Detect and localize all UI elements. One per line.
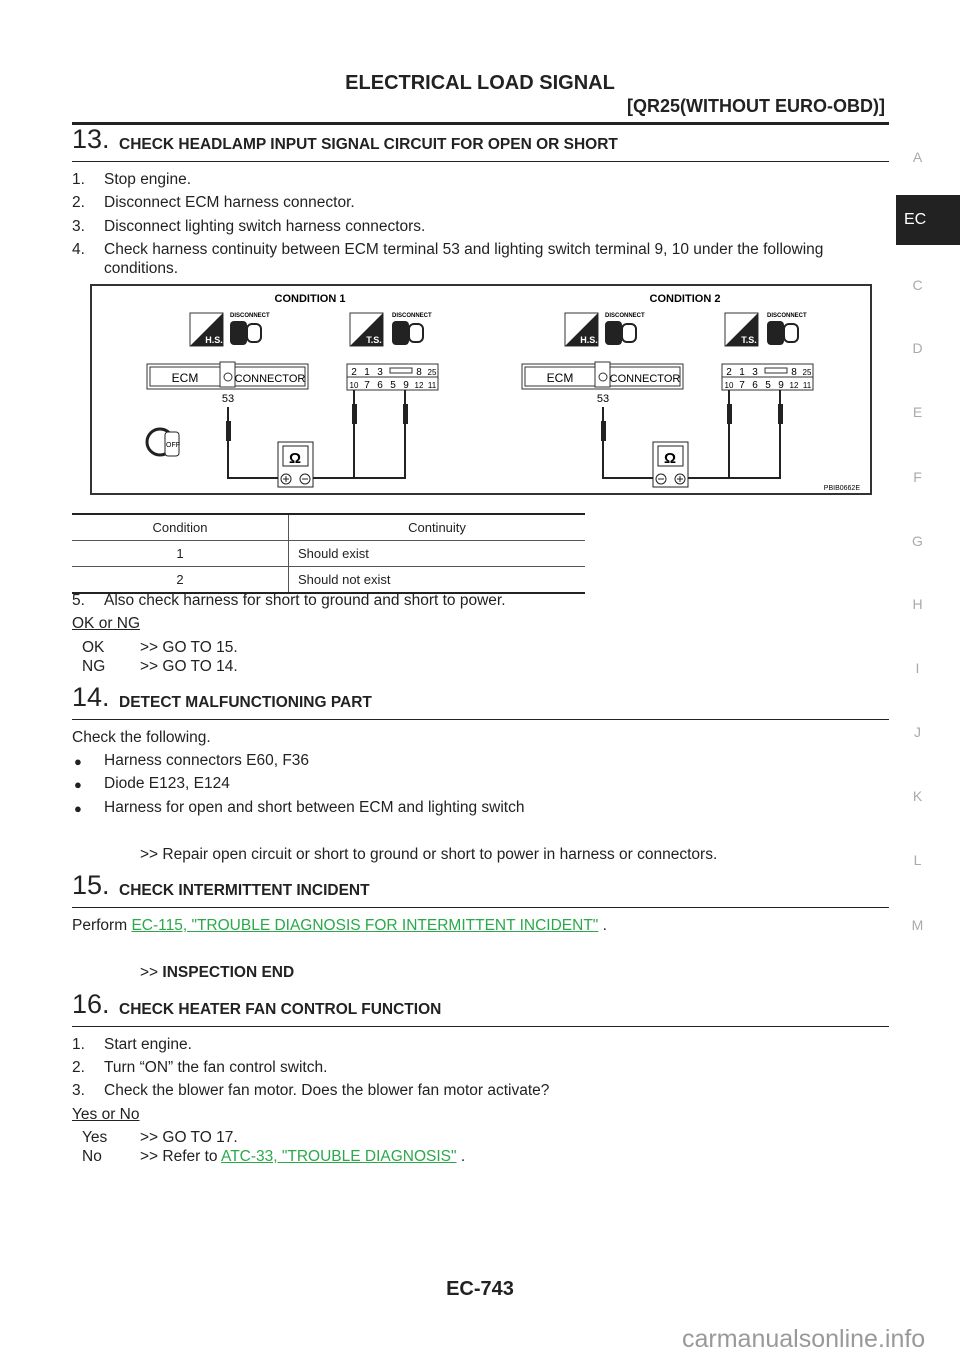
- list-item: Stop engine.: [104, 171, 192, 188]
- list-item: Check the blower fan motor. Does the blower fan motor activate?: [104, 1082, 550, 1099]
- disconnect-icon: [230, 321, 261, 345]
- svg-text:H.S.: H.S.: [580, 335, 598, 345]
- no-result: [140, 1148, 465, 1166]
- step-heading: CHECK HEADLAMP INPUT SIGNAL CIRCUIT FOR OPEN OR SHORT: [119, 136, 618, 153]
- disconnect-label: DISCONNECT: [392, 313, 432, 319]
- no-label: No: [82, 1148, 102, 1165]
- table-row: 2 Should not exist: [72, 567, 585, 594]
- svg-text:ECM: ECM: [171, 371, 199, 385]
- ohmmeter-icon: [278, 442, 313, 487]
- hs-icon: [565, 313, 598, 346]
- svg-text:CONNECTOR: CONNECTOR: [609, 373, 681, 385]
- side-tab-i[interactable]: I: [915, 660, 920, 676]
- list-number: 4.: [72, 241, 85, 258]
- svg-text:ECM: ECM: [546, 371, 574, 385]
- page-title: ELECTRICAL LOAD SIGNAL: [345, 72, 615, 94]
- svg-text:25: 25: [802, 368, 812, 377]
- wiring-diagram: [90, 284, 872, 495]
- page-number: EC-743: [446, 1278, 514, 1300]
- svg-text:8: 8: [791, 367, 797, 378]
- list-number: 5.: [72, 592, 85, 609]
- list-number: 2.: [72, 1059, 85, 1076]
- ng-label: NG: [82, 658, 106, 675]
- ecm-connector: [147, 362, 308, 389]
- condition-label: CONDITION 1: [274, 293, 346, 305]
- svg-text:T.S.: T.S.: [366, 335, 382, 345]
- lighting-switch-connector: [722, 364, 813, 391]
- svg-text:8: 8: [416, 367, 422, 378]
- figure-code: PBIB0662E: [823, 485, 860, 492]
- side-tab-h[interactable]: H: [912, 596, 923, 612]
- side-tab-f[interactable]: F: [913, 469, 922, 485]
- svg-text:2: 2: [351, 367, 357, 378]
- list-item: Start engine.: [104, 1036, 192, 1053]
- side-tab-d[interactable]: D: [912, 340, 923, 356]
- side-tab-m[interactable]: M: [911, 917, 924, 933]
- svg-text:6: 6: [377, 380, 383, 391]
- bullet-icon: ●: [74, 777, 82, 792]
- step-rule: [72, 719, 889, 720]
- list-item: Also check harness for short to ground and short to power.: [104, 592, 506, 609]
- svg-text:1: 1: [364, 367, 370, 378]
- watermark: carmanualsonline.info: [682, 1325, 926, 1353]
- list-item: Turn “ON” the fan control switch.: [104, 1059, 328, 1076]
- continuity-table: [72, 513, 585, 594]
- svg-text:12: 12: [414, 381, 424, 390]
- step-rule: [72, 161, 889, 162]
- ng-result: >> GO TO 14.: [140, 658, 238, 675]
- svg-text:Ω: Ω: [663, 450, 677, 467]
- svg-text:CONNECTOR: CONNECTOR: [234, 373, 306, 385]
- list-item: Check harness continuity between ECM terminal 53 and lighting switch terminal 9, 10 under the following: [104, 241, 824, 258]
- terminal-label: 53: [221, 393, 235, 405]
- step-rule: [72, 907, 889, 908]
- svg-text:Ω: Ω: [288, 450, 302, 467]
- list-item: Diode E123, E124: [104, 775, 230, 792]
- side-tab-e[interactable]: E: [912, 404, 923, 420]
- svg-text:7: 7: [364, 380, 370, 391]
- ok-ng-label: OK or NG: [72, 615, 141, 632]
- disconnect-icon: [392, 321, 423, 345]
- side-tab-g[interactable]: G: [912, 533, 923, 549]
- step-number: 13.: [72, 124, 110, 154]
- probe: [778, 404, 783, 424]
- list-item: Harness for open and short between ECM and lighting switch: [104, 799, 525, 816]
- svg-text:H.S.: H.S.: [205, 335, 223, 345]
- no-result-text: >> Refer to: [140, 1148, 218, 1165]
- hs-icon: [190, 313, 223, 346]
- perform-label: Perform: [72, 917, 128, 934]
- disconnect-icon: [767, 321, 798, 345]
- list-number: 1.: [72, 171, 85, 188]
- yes-result: >> GO TO 17.: [140, 1129, 238, 1146]
- disconnect-label: DISCONNECT: [767, 313, 807, 319]
- ok-label: OK: [82, 639, 105, 656]
- side-tab-c[interactable]: C: [912, 277, 923, 293]
- svg-text:T.S.: T.S.: [741, 335, 757, 345]
- probe: [403, 404, 408, 424]
- atc-33-link[interactable]: ATC-33, "TROUBLE DIAGNOSIS": [221, 1148, 457, 1165]
- page-subtitle: [QR25(WITHOUT EURO-OBD)]: [627, 96, 885, 116]
- svg-text:12: 12: [789, 381, 799, 390]
- table-header: Condition Continuity: [72, 514, 585, 541]
- list-number: 3.: [72, 1082, 85, 1099]
- condition-label: CONDITION 2: [649, 293, 721, 305]
- bullet-icon: ●: [74, 754, 82, 769]
- list-number: 1.: [72, 1036, 85, 1053]
- svg-text:11: 11: [802, 381, 812, 390]
- step-number: 16.: [72, 989, 110, 1019]
- svg-text:9: 9: [403, 380, 409, 391]
- ts-icon: [725, 313, 758, 346]
- table-row: 1 Should exist: [72, 541, 585, 567]
- step-intro: Check the following.: [72, 729, 211, 746]
- svg-text:10: 10: [349, 381, 359, 390]
- probe: [352, 404, 357, 424]
- period: .: [602, 917, 607, 934]
- terminal-label: 53: [596, 393, 610, 405]
- disconnect-label: DISCONNECT: [605, 313, 645, 319]
- step-heading: CHECK INTERMITTENT INCIDENT: [119, 882, 370, 899]
- side-tab-l[interactable]: L: [913, 852, 922, 868]
- svg-text:7: 7: [739, 380, 745, 391]
- step-heading: DETECT MALFUNCTIONING PART: [119, 694, 372, 711]
- svg-text:OFF: OFF: [166, 442, 180, 449]
- svg-text:2: 2: [726, 367, 732, 378]
- side-tab-ec[interactable]: EC: [896, 195, 960, 245]
- list-item: Disconnect ECM harness connector.: [104, 194, 355, 211]
- ec-115-link[interactable]: EC-115, "TROUBLE DIAGNOSIS FOR INTERMITTENT INCIDENT": [131, 917, 599, 934]
- step-number: 15.: [72, 870, 110, 900]
- svg-text:1: 1: [739, 367, 745, 378]
- step-heading: CHECK HEATER FAN CONTROL FUNCTION: [119, 1001, 442, 1018]
- probe: [601, 421, 606, 441]
- side-tab-j[interactable]: J: [914, 724, 921, 740]
- probe: [226, 421, 231, 441]
- probe: [727, 404, 732, 424]
- yes-label: Yes: [82, 1129, 108, 1146]
- svg-text:11: 11: [427, 381, 437, 390]
- step-result: [140, 964, 294, 982]
- list-item-continued: conditions.: [104, 260, 179, 277]
- ts-icon: [350, 313, 383, 346]
- result-prefix: >>: [140, 964, 159, 981]
- svg-text:25: 25: [427, 368, 437, 377]
- ok-result: >> GO TO 15.: [140, 639, 238, 656]
- svg-text:5: 5: [765, 380, 771, 391]
- perform-line: [72, 917, 607, 935]
- ecm-connector: [522, 362, 683, 389]
- step-rule: [72, 1026, 889, 1027]
- disconnect-icon: [605, 321, 636, 345]
- header-rule: [72, 122, 889, 125]
- svg-text:10: 10: [724, 381, 734, 390]
- list-item: Disconnect lighting switch harness connectors.: [104, 218, 426, 235]
- period: .: [460, 1148, 466, 1165]
- side-tab-a[interactable]: A: [912, 149, 923, 165]
- svg-text:3: 3: [752, 367, 758, 378]
- list-number: 2.: [72, 194, 85, 211]
- svg-text:6: 6: [752, 380, 758, 391]
- step-result: >> Repair open circuit or short to ground or short to power in harness or connectors.: [140, 846, 718, 863]
- svg-text:3: 3: [377, 367, 383, 378]
- step-number: 14.: [72, 682, 110, 712]
- yes-no-label: Yes or No: [72, 1106, 140, 1123]
- lighting-switch-connector: [347, 364, 438, 391]
- ignition-off-icon: [147, 429, 180, 456]
- result-text: INSPECTION END: [162, 964, 295, 981]
- list-number: 3.: [72, 218, 85, 235]
- ohmmeter-icon: [653, 442, 688, 487]
- svg-text:5: 5: [390, 380, 396, 391]
- list-item: Harness connectors E60, F36: [104, 752, 310, 769]
- side-tab-k[interactable]: K: [912, 788, 923, 804]
- disconnect-label: DISCONNECT: [230, 313, 270, 319]
- svg-text:9: 9: [778, 380, 784, 391]
- bullet-icon: ●: [74, 801, 82, 816]
